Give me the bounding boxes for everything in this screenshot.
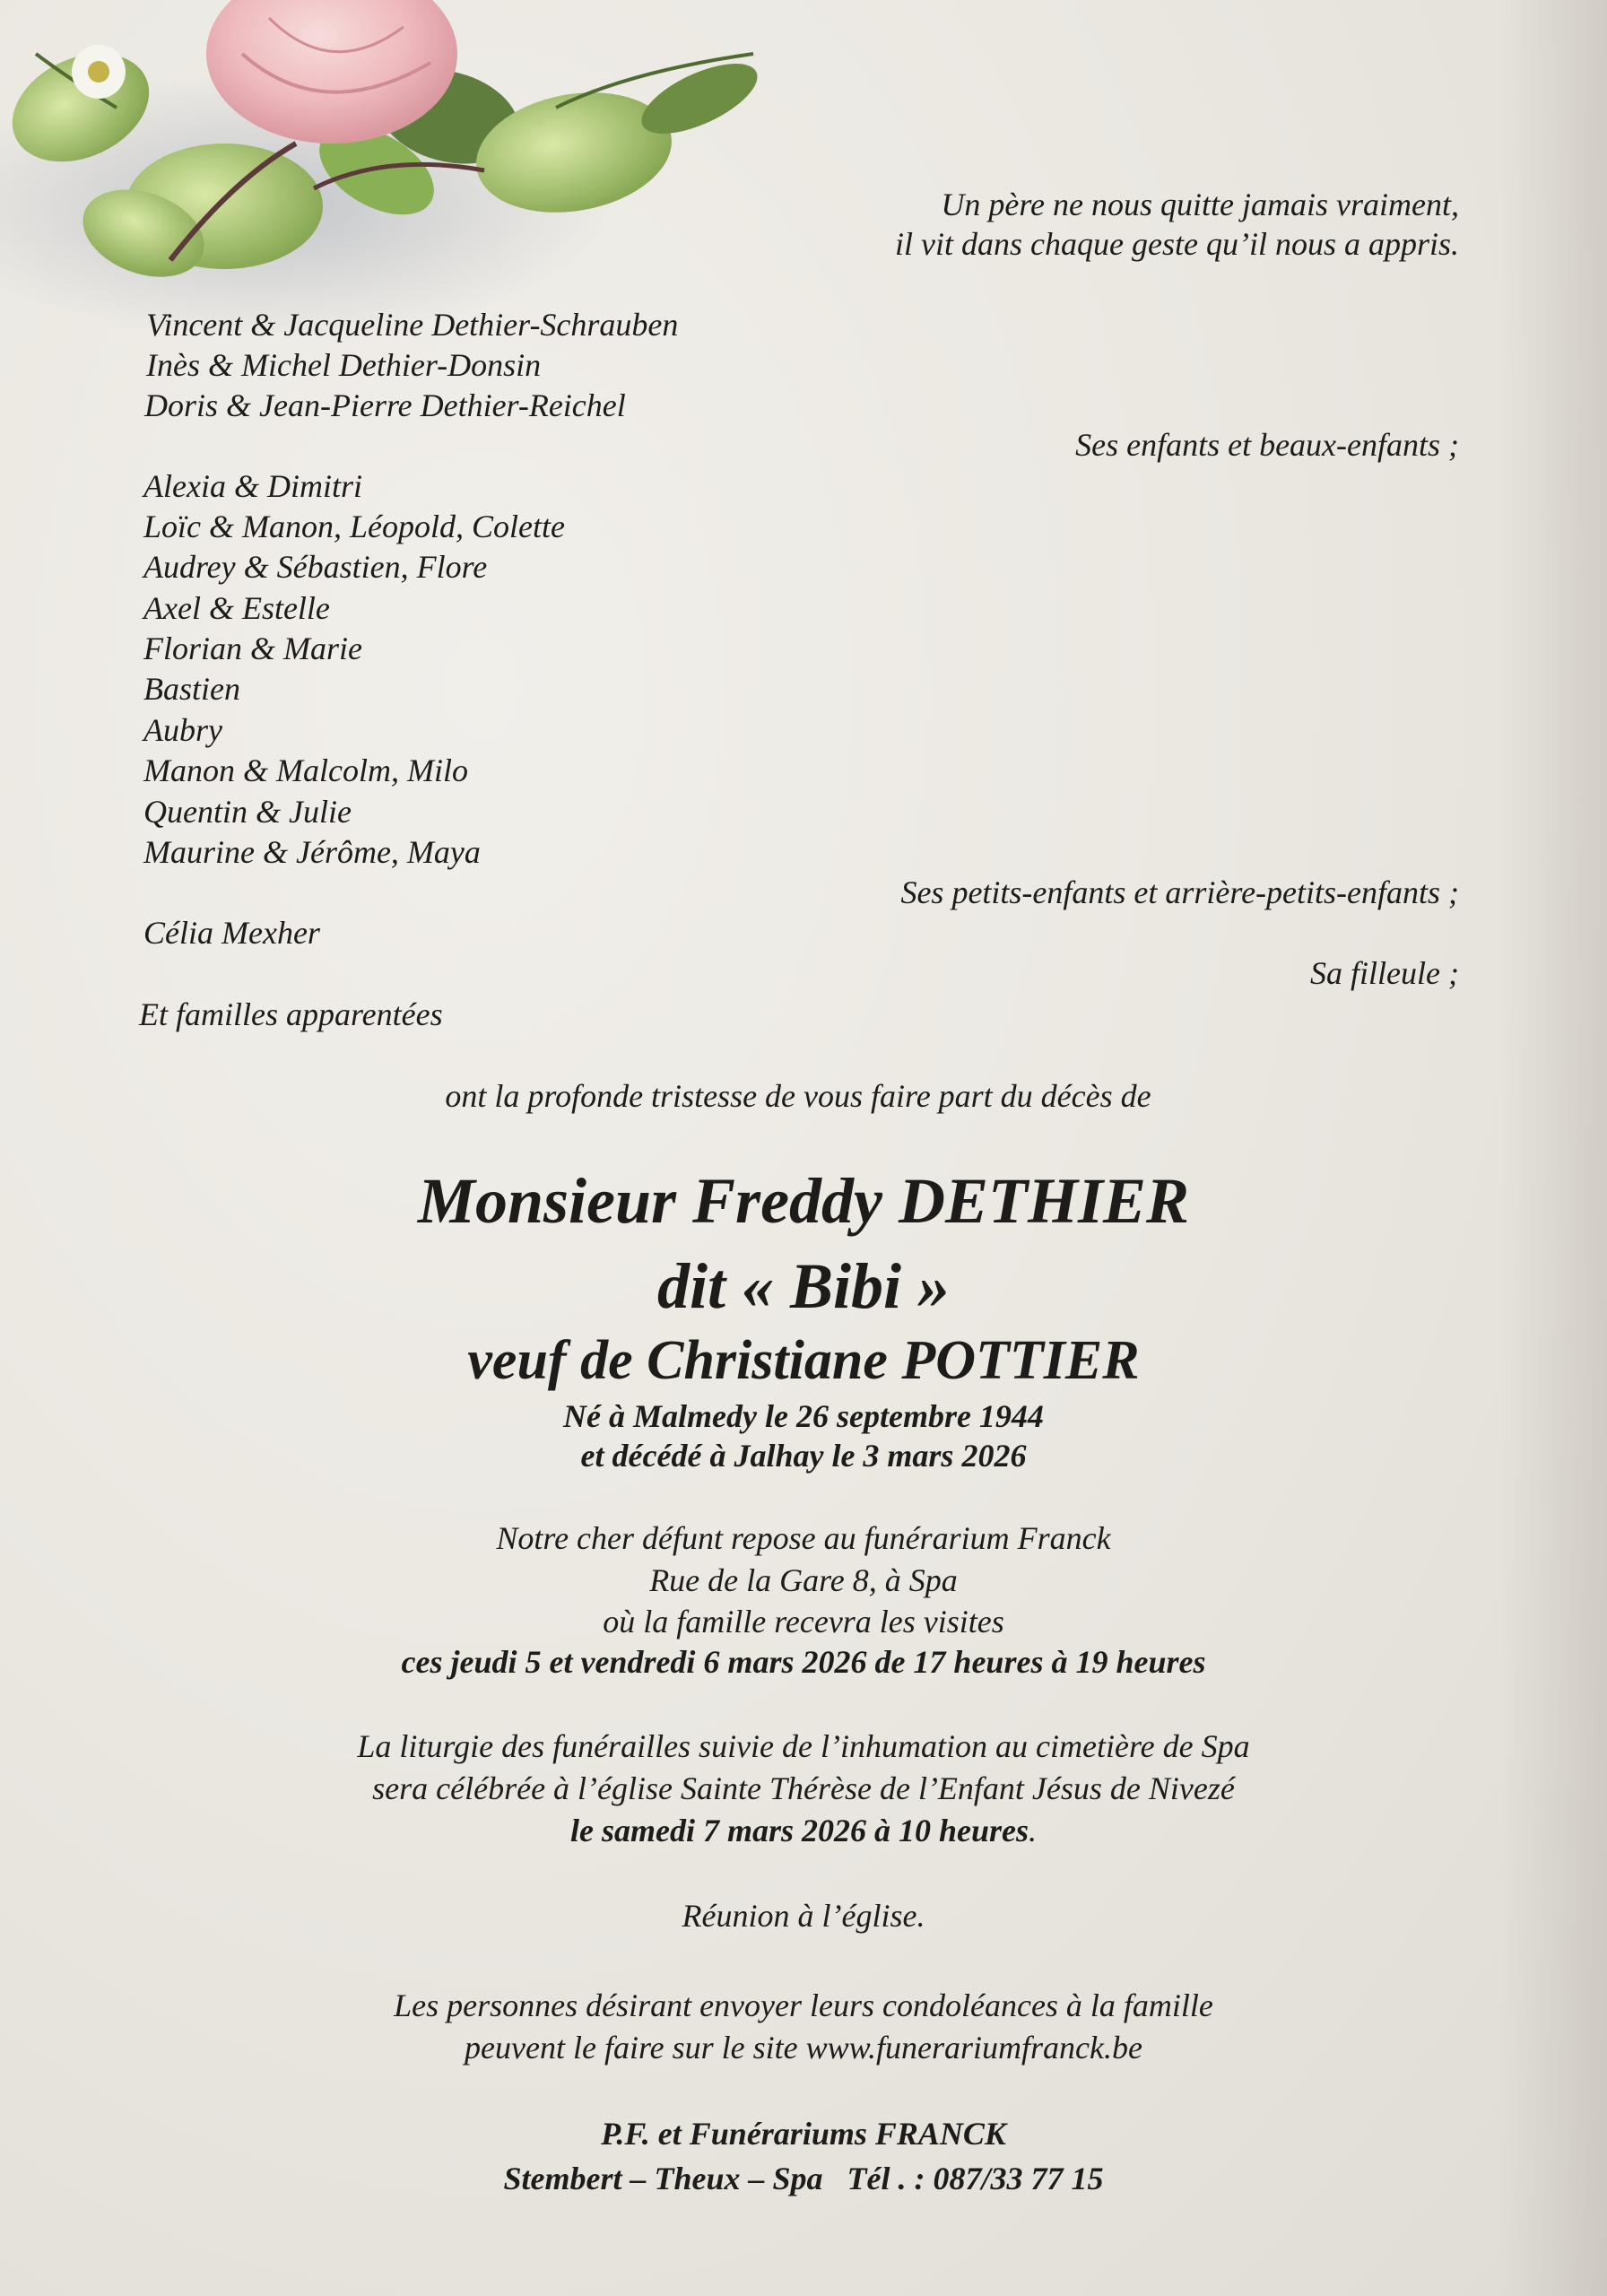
visitation-line-1: Notre cher défunt repose au funérarium Franck [496, 1520, 1111, 1556]
children-name-1: Vincent & Jacqueline Dethier-Schrauben [146, 307, 679, 343]
quote-line-2: il vit dans chaque geste qu’il nous a appris. [895, 226, 1459, 262]
funeral-home-locations: Stembert – Theux – Spa [503, 2161, 823, 2196]
deceased-death: et décédé à Jalhay le 3 mars 2026 [580, 1438, 1027, 1474]
funeral-home-name: P.F. et Funérariums FRANCK [601, 2116, 1006, 2152]
grandchild-name-1: Alexia & Dimitri [143, 468, 362, 504]
reunion-line: Réunion à l’église. [682, 1898, 925, 1934]
quote-line-1: Un père ne nous quitte jamais vraiment, [941, 187, 1459, 222]
deceased-birth: Né à Malmedy le 26 septembre 1944 [563, 1398, 1044, 1434]
children-name-3: Doris & Jean-Pierre Dethier-Reichel [144, 387, 626, 423]
grandchild-name-7: Aubry [143, 712, 222, 748]
funeral-line-3 [0, 1814, 1607, 1847]
children-label: Ses enfants et beaux-enfants ; [1075, 427, 1459, 463]
deceased-widower: veuf de Christiane POTTIER [467, 1330, 1140, 1391]
visitation-line-2: Rue de la Gare 8, à Spa [649, 1562, 958, 1598]
grandchild-name-10: Maurine & Jérôme, Maya [143, 834, 481, 870]
visitation-line-4: ces jeudi 5 et vendredi 6 mars 2026 de 17 heures à 19 heures [401, 1644, 1206, 1680]
grandchild-name-8: Manon & Malcolm, Milo [143, 752, 468, 788]
grandchild-name-5: Florian & Marie [143, 631, 362, 666]
funeral-line-1: La liturgie des funérailles suivie de l’inhumation au cimetière de Spa [357, 1728, 1250, 1764]
grandchild-name-2: Loïc & Manon, Léopold, Colette [143, 509, 565, 544]
condolences-line-2: peuvent le faire sur le site www.funerariumfranck.be [465, 2030, 1142, 2066]
goddaughter-name: Célia Mexher [143, 915, 320, 951]
funeral-date-period: . [1029, 1813, 1037, 1848]
goddaughter-label: Sa filleule ; [1310, 955, 1459, 991]
funeral-line-2: sera célébrée à l’église Sainte Thérèse de l’Enfant Jésus de Nivezé [372, 1770, 1235, 1806]
grandchildren-label: Ses petits-enfants et arrière-petits-enfants ; [900, 874, 1459, 910]
funeral-date-text: le samedi 7 mars 2026 à 10 heures [569, 1813, 1029, 1848]
grandchild-name-9: Quentin & Julie [143, 794, 352, 830]
announcement-line: ont la profonde tristesse de vous faire part du décès de [445, 1078, 1151, 1114]
funeral-home-contact [0, 2162, 1607, 2195]
flower-arrangement-image [0, 0, 807, 332]
funeral-home-phone: Tél . : 087/33 77 15 [847, 2161, 1104, 2196]
grandchild-name-4: Axel & Estelle [143, 590, 330, 626]
visitation-line-3: où la famille recevra les visites [603, 1604, 1004, 1639]
deceased-name: Monsieur Freddy DETHIER [417, 1165, 1190, 1237]
grandchild-name-3: Audrey & Sébastien, Flore [143, 549, 488, 585]
condolences-line-1: Les personnes désirant envoyer leurs condoléances à la famille [394, 1987, 1213, 2023]
grandchild-name-6: Bastien [143, 671, 240, 707]
children-name-2: Inès & Michel Dethier-Donsin [146, 347, 542, 383]
deceased-nickname: dit « Bibi » [656, 1250, 951, 1322]
families-line: Et familles apparentées [139, 996, 443, 1032]
